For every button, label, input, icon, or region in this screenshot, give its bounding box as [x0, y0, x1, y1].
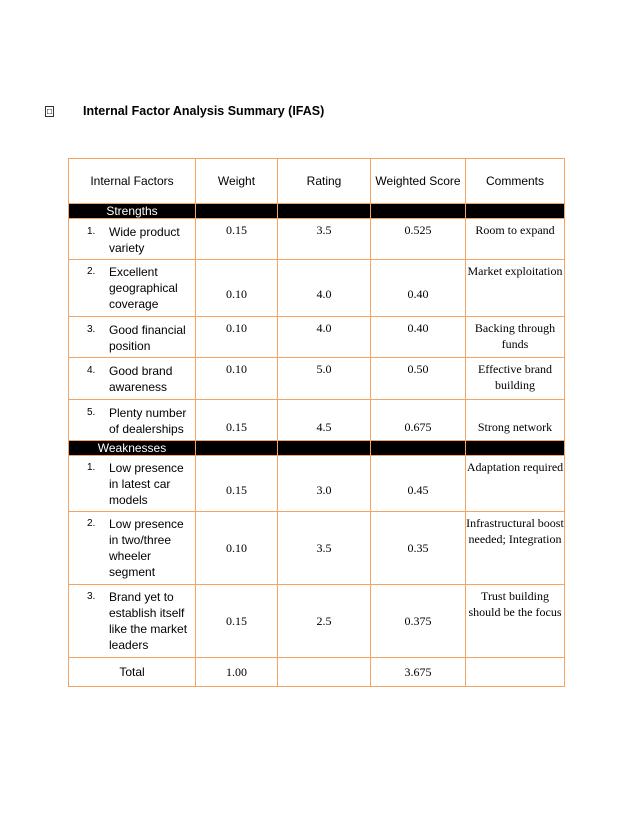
weight-cell: 0.10	[196, 512, 278, 585]
item-number: 2.	[87, 518, 96, 529]
weight-cell: 0.10	[196, 317, 278, 358]
weaknesses-section-row	[69, 441, 565, 456]
weight-cell: 0.10	[196, 358, 278, 400]
header-comments: Comments	[466, 159, 565, 204]
header-weight: Weight	[196, 159, 278, 204]
table-row	[69, 260, 565, 317]
comment-cell: Effective brand building	[466, 358, 565, 400]
factor-cell	[69, 219, 196, 260]
rating-cell: 4.0	[278, 260, 371, 317]
comment-cell: Adaptation required	[466, 456, 565, 512]
score-cell: 0.40	[371, 317, 466, 358]
header-weighted-score: Weighted Score	[371, 159, 466, 204]
rating-cell: 4.5	[278, 400, 371, 441]
weight-cell: 0.15	[196, 456, 278, 512]
factor-text: Wide product variety	[109, 225, 180, 255]
factor-text: Good financial position	[109, 323, 186, 353]
comment-cell: Market exploitation	[466, 260, 565, 317]
total-row	[69, 658, 565, 687]
rating-cell: 4.0	[278, 317, 371, 358]
header-internal-factors: Internal Factors	[69, 159, 196, 204]
weight-cell: 0.10	[196, 260, 278, 317]
item-number: 1.	[87, 226, 96, 237]
ifas-table	[68, 158, 565, 687]
total-comment	[466, 658, 565, 687]
total-rating	[278, 658, 371, 687]
table-row	[69, 585, 565, 658]
item-number: 3.	[87, 591, 96, 602]
table-row	[69, 219, 565, 260]
score-cell: 0.525	[371, 219, 466, 260]
factor-text: Brand yet to establish itself like the market leaders	[109, 590, 188, 652]
total-weight: 1.00	[196, 658, 278, 687]
comment-cell: Trust building should be the focus	[466, 585, 565, 658]
score-cell: 0.50	[371, 358, 466, 400]
table-row	[69, 317, 565, 358]
total-label: Total	[69, 658, 196, 687]
factor-text: Plenty number of dealerships	[109, 406, 187, 436]
comment-cell: Strong network	[466, 400, 565, 441]
factor-text: Low presence in two/three wheeler segment	[109, 517, 184, 579]
strengths-section-row	[69, 204, 565, 219]
factor-cell	[69, 400, 196, 441]
rating-cell: 3.0	[278, 456, 371, 512]
factor-cell	[69, 317, 196, 358]
section-heading: Internal Factor Analysis Summary (IFAS)	[83, 104, 325, 118]
checkbox-bullet-icon: ☐	[46, 108, 53, 116]
rating-cell: 5.0	[278, 358, 371, 400]
factor-text: Excellent geographical coverage	[109, 265, 178, 311]
weaknesses-label: Weaknesses	[69, 441, 196, 456]
weight-cell: 0.15	[196, 219, 278, 260]
table-row	[69, 512, 565, 585]
rating-cell: 2.5	[278, 585, 371, 658]
table-row	[69, 358, 565, 400]
factor-text: Good brand awareness	[109, 364, 173, 394]
rating-cell: 3.5	[278, 512, 371, 585]
score-cell: 0.40	[371, 260, 466, 317]
factor-cell	[69, 456, 196, 512]
item-number: 3.	[87, 324, 96, 335]
total-score: 3.675	[371, 658, 466, 687]
score-cell: 0.375	[371, 585, 466, 658]
comment-cell: Backing through funds	[466, 317, 565, 358]
factor-text: Low presence in latest car models	[109, 460, 184, 507]
item-number: 2.	[87, 266, 96, 277]
score-cell: 0.35	[371, 512, 466, 585]
score-cell: 0.45	[371, 456, 466, 512]
item-number: 1.	[87, 461, 96, 473]
weight-cell: 0.15	[196, 400, 278, 441]
factor-cell	[69, 358, 196, 400]
header-rating: Rating	[278, 159, 371, 204]
item-number: 4.	[87, 365, 96, 376]
weight-cell: 0.15	[196, 585, 278, 658]
table-row	[69, 456, 565, 512]
rating-cell: 3.5	[278, 219, 371, 260]
factor-cell	[69, 260, 196, 317]
table-row	[69, 400, 565, 441]
strengths-label: Strengths	[69, 204, 196, 219]
item-number: 5.	[87, 407, 96, 418]
score-cell: 0.675	[371, 400, 466, 441]
comment-cell: Room to expand	[466, 219, 565, 260]
comment-cell: Infrastructural boost needed; Integration	[466, 512, 565, 585]
factor-cell	[69, 585, 196, 658]
header-row	[69, 159, 565, 204]
factor-cell	[69, 512, 196, 585]
